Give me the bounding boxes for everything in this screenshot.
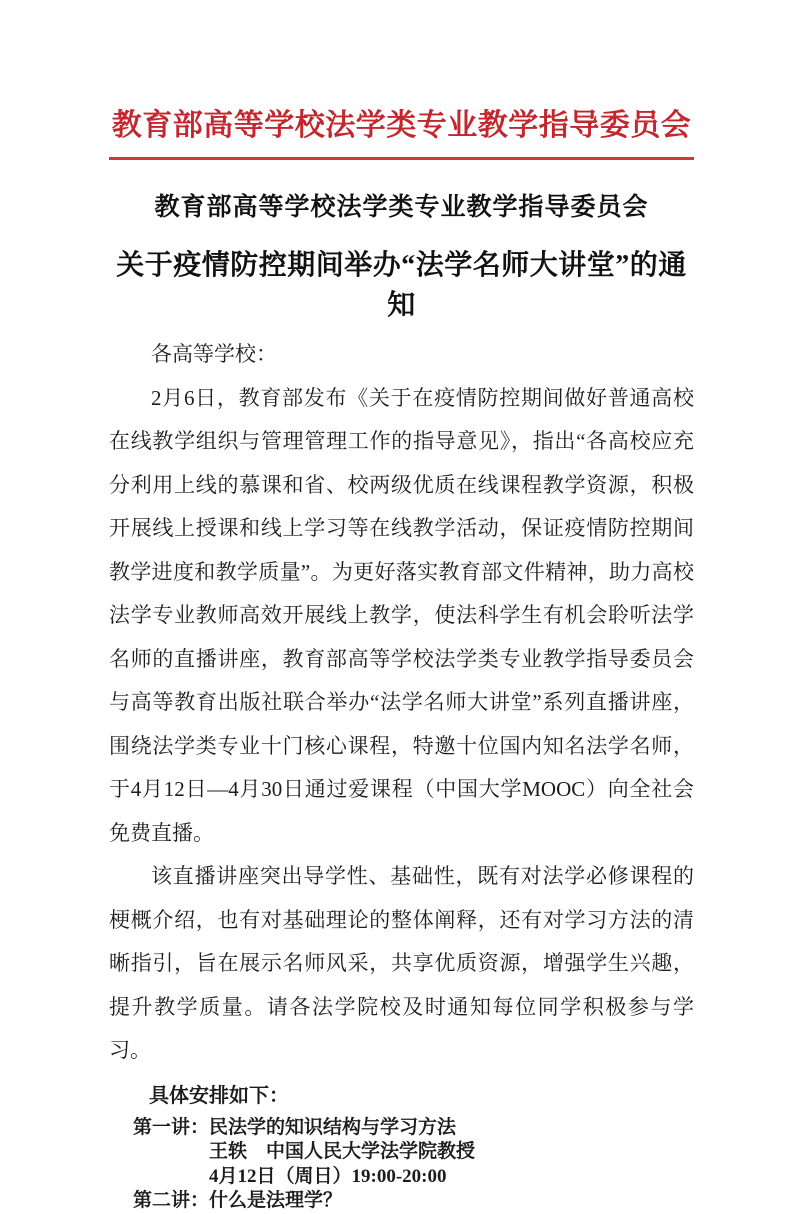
schedule-list [133, 1116, 694, 1214]
schedule-item [133, 1189, 694, 1214]
body-paragraph-1: 2月6日，教育部发布《关于在疫情防控期间做好普通高校在线教学组织与管理管理工作的指导意见》，指出“各高校应充分利用上线的慕课和省、校两级优质在线课程教学资源，积极开展线上授课和线上学习等在线教学活动，保证疫情防控期间教学进度和教学质量”。为更好落实教育部文件精神，助力高校法学专业教师高效开展线上教学，使法科学生有机会聆听法学名师的直播讲座，教育部高等学校法学类专业教学指导委员会与高等教育出版社联合举办“法学名师大讲堂”系列直播讲座，围绕法学类专业十门核心课程，特邀十位国内知名法学名师，于4月12日—4月30日通过爱课程（中国大学MOOC）向全社会免费直播。 [109, 385, 694, 845]
body-paragraph-2: 该直播讲座突出导学性、基础性，既有对法学必修课程的梗概介绍，也有对基础理论的整体阐释，还有对学习方法的清晰指引，旨在展示名师风采，共享优质资源，增强学生兴趣，提升教学质量。请各法学院校及时通知每位同学积极参与学习。 [109, 864, 694, 1062]
letterhead-title: 教育部高等学校法学类专业教学指导委员会 [111, 109, 692, 142]
letterhead-rule [109, 157, 694, 160]
lecture-speaker: 王轶 中国人民大学法学院教授 [209, 1141, 476, 1162]
schedule-intro: 具体安排如下： [149, 1084, 289, 1107]
salutation: 各高等学校： [151, 342, 277, 366]
lecture-title-row [133, 1189, 694, 1214]
lecture-topic: 什么是法理学？ [209, 1190, 343, 1211]
schedule-item [133, 1116, 694, 1190]
lecture-time: 4月12日（周日）19:00-20:00 [209, 1165, 447, 1187]
lecture-topic: 民法学的知识结构与学习方法 [209, 1116, 457, 1138]
document-body [109, 333, 694, 1073]
lecture-title-row [133, 1116, 694, 1141]
lecture-label: 第一讲： [133, 1116, 210, 1138]
org-name: 教育部高等学校法学类专业教学指导委员会 [154, 194, 649, 221]
document-title: 关于疫情防控期间举办“法学名师大讲堂”的通知 [116, 250, 687, 321]
lecture-label: 第二讲： [133, 1190, 210, 1211]
